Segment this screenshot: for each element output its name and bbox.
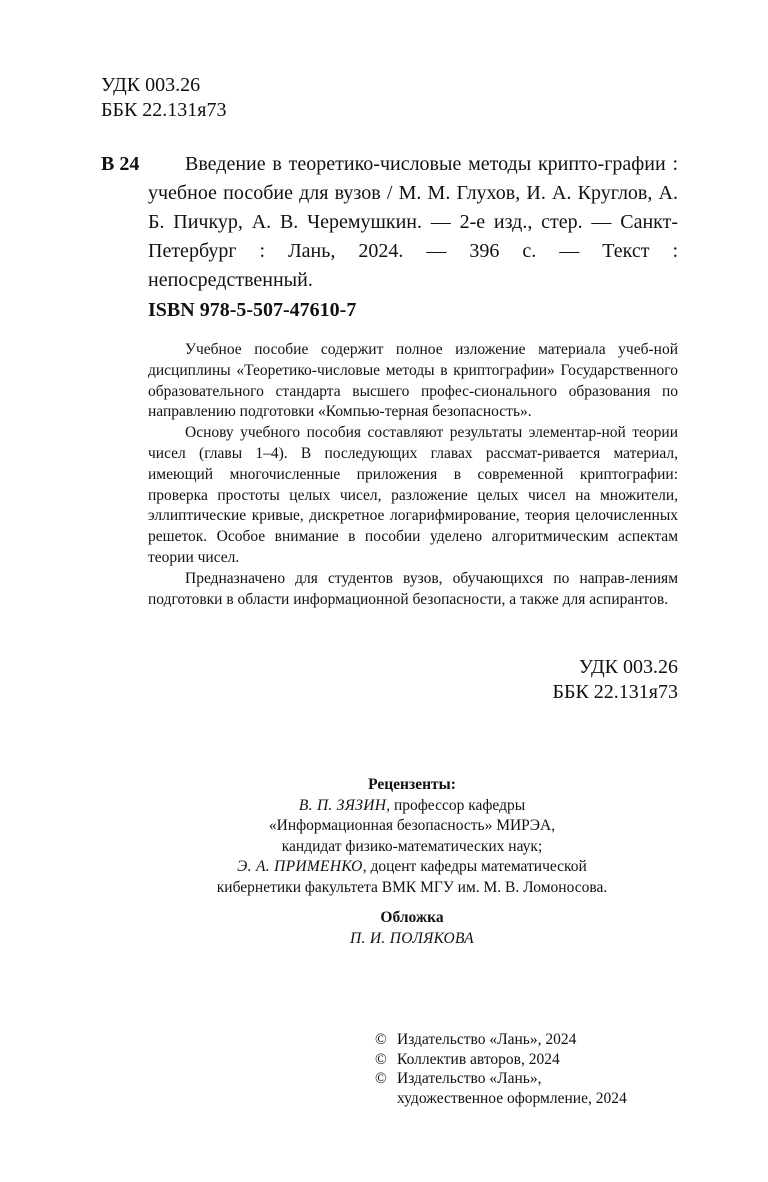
bbk-code: ББК 22.131я73 [552, 681, 678, 703]
reviewer-1-position: , профессор кафедры [386, 796, 526, 814]
udk-code: УДК 003.26 [578, 656, 678, 678]
catalog-code: В 24 [101, 153, 140, 175]
reviewer-2-name: Э. А. ПРИМЕНКО [237, 858, 363, 875]
annotation-paragraph: Основу учебного пособия составляют результаты элементар-ной теории чисел (главы 1–4). В последующих главах рассмат-ривается материал, имеющий многочисленные приложения в современной криптографии: проверка простоты целых чисел, разложение целых чисел на множители, эллиптические кривые, дискретное логарифмирование, теория целочисленных решеток. Особое внимание в пособии уделено алгоритмическим аспектам теории чисел. [148, 424, 678, 566]
copyright-icon: © [375, 1070, 387, 1087]
copyright-line [375, 1030, 695, 1050]
reviewer-1-degree: кандидат физико-математических наук; [281, 837, 543, 855]
copyright-text [397, 1069, 627, 1108]
cover-heading: Обложка [380, 909, 444, 926]
reviewers-block [100, 775, 724, 898]
udk-code: УДК 003.26 [101, 74, 201, 96]
copyright-text: Издательство «Лань», 2024 [397, 1031, 577, 1048]
cover-credit [100, 908, 724, 949]
reviewer-2-affiliation: кибернетики факультета ВМК МГУ им. М. В. Ломоносова. [216, 878, 608, 896]
bottom-classification-codes [420, 655, 678, 705]
isbn: ISBN 978-5-507-47610-7 [148, 299, 357, 321]
copyright-icon: © [375, 1050, 387, 1068]
bbk-code: ББК 22.131я73 [101, 99, 227, 121]
top-classification-codes [101, 73, 227, 123]
reviewer-1-affiliation: «Информационная безопасность» МИРЭА, [268, 817, 556, 834]
copyright-text-line: Издательство «Лань», [397, 1070, 542, 1087]
cover-designer: П. И. ПОЛЯКОВА [350, 929, 474, 947]
copyright-text: Коллектив авторов, 2024 [397, 1050, 560, 1068]
reviewer-2-position: , доцент кафедры математической [362, 858, 587, 875]
reviewer-1-name: В. П. ЗЯЗИН [298, 796, 387, 814]
copyright-line [375, 1050, 695, 1070]
annotation [148, 340, 678, 610]
reviewer-1 [100, 796, 724, 817]
annotation-paragraph: Предназначено для студентов вузов, обучающихся по направ-лениям подготовки в области информационной безопасности, а также для аспирантов. [148, 569, 678, 608]
copyright-text-line: художественное оформление, 2024 [397, 1089, 627, 1107]
bibliographic-entry: Введение в теоретико-числовые методы крипто-графии : учебное пособие для вузов / М. М. Глухов, И. А. Круглов, А. Б. Пичкур, А. В. Черемушкин. — 2-е изд., стер. — Санкт-Петербург : Лань, 2024. — 396 с. — Текст : непосредственный. [148, 153, 678, 291]
copyright-line [375, 1069, 695, 1108]
annotation-paragraph: Учебное пособие содержит полное изложение материала учеб-ной дисциплины «Теоретико-числовые методы в криптографии» Государственного образовательного стандарта высшего профес-сионального образования по направлению подготовки «Компью-терная безопасность». [148, 341, 678, 421]
copyright-icon: © [375, 1031, 387, 1048]
reviewer-2 [100, 857, 724, 878]
reviewers-heading: Рецензенты: [368, 776, 456, 793]
copyright-block [375, 1030, 695, 1108]
